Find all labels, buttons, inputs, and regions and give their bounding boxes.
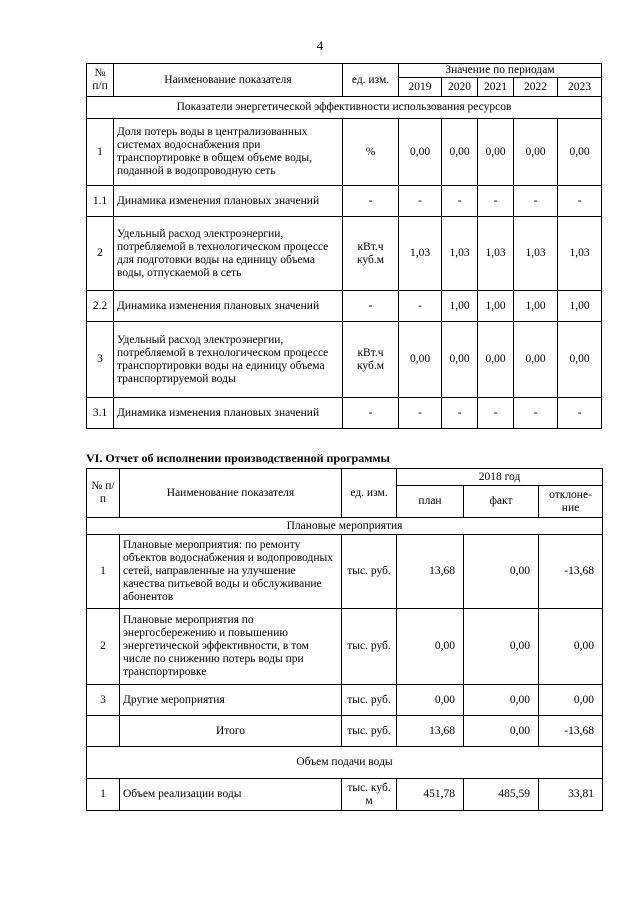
row-deviation: -13,68 (539, 535, 603, 609)
row-value: - (399, 291, 442, 322)
col-header-year: 2021 (478, 78, 514, 97)
energy-efficiency-table (86, 63, 602, 429)
col-header-num: № п/п (87, 469, 120, 518)
row-name: Динамика изменения плановых значений (114, 186, 343, 217)
section-heading: VI. Отчет об исполнении производственной программы (86, 451, 390, 465)
row-value: - (399, 186, 442, 217)
row-unit: кВт.ч куб.м (343, 322, 399, 398)
row-name: Удельный расход электроэнергии, потребляемой в технологическом процессе для подготовки воды на единицу объема воды, отпускаемой в сеть (114, 217, 343, 291)
row-num: 3 (87, 322, 114, 398)
row-value: 0,00 (558, 119, 602, 186)
section-row: Плановые мероприятия (87, 518, 603, 535)
row-value: 0,00 (399, 322, 442, 398)
row-value: - (442, 398, 478, 429)
row-value: 1,00 (514, 291, 558, 322)
row-unit: тыс. руб. (342, 716, 397, 747)
col-header-num: № п/п (87, 64, 114, 97)
col-header-year: 2022 (514, 78, 558, 97)
col-header-unit: ед. изм. (342, 469, 397, 518)
row-name: Объем реализации воды (120, 779, 342, 811)
row-deviation: 0,00 (539, 685, 603, 716)
row-value: - (558, 186, 602, 217)
table-row (87, 535, 603, 609)
row-value: - (478, 186, 514, 217)
row-plan: 0,00 (397, 609, 464, 685)
col-header-year: 2020 (442, 78, 478, 97)
table-row (87, 119, 602, 186)
row-value: 0,00 (478, 322, 514, 398)
table-row (87, 322, 602, 398)
row-name: Плановые мероприятия по энергосбережению и повышению энергетической эффективности, в том числе по снижению потерь воды при транспортировке (120, 609, 342, 685)
row-value: - (514, 398, 558, 429)
row-fact: 0,00 (464, 716, 539, 747)
row-value: 1,00 (478, 291, 514, 322)
row-value: 0,00 (558, 322, 602, 398)
col-header-fact: факт (464, 486, 539, 518)
row-value: 1,03 (558, 217, 602, 291)
row-value: 0,00 (442, 119, 478, 186)
row-unit: тыс. руб. (342, 685, 397, 716)
col-header-plan: план (397, 486, 464, 518)
row-unit: - (343, 398, 399, 429)
col-header-periods: Значение по периодам (399, 64, 602, 78)
page-number: 4 (316, 38, 324, 53)
row-value: 0,00 (399, 119, 442, 186)
row-num: 2.2 (87, 291, 114, 322)
section-row: Объем подачи воды (87, 747, 603, 779)
row-name: Доля потерь воды в централизованных системах водоснабжения при транспортировке в общем объеме воды, поданной в водопроводную сеть (114, 119, 343, 186)
row-num: 1 (87, 779, 120, 811)
row-value: 1,00 (442, 291, 478, 322)
col-header-deviation: отклоне-ние (539, 486, 603, 518)
row-value: 1,00 (558, 291, 602, 322)
row-num: 1.1 (87, 186, 114, 217)
table-row (87, 609, 603, 685)
row-value: - (399, 398, 442, 429)
row-fact: 0,00 (464, 685, 539, 716)
table-row (87, 291, 602, 322)
row-value: - (558, 398, 602, 429)
table-row (87, 685, 603, 716)
col-header-year: 2018 год (397, 469, 603, 486)
row-unit: тыс. руб. (342, 609, 397, 685)
row-fact: 0,00 (464, 609, 539, 685)
row-value: - (442, 186, 478, 217)
row-value: 1,03 (514, 217, 558, 291)
total-row (87, 716, 603, 747)
row-value: 1,03 (399, 217, 442, 291)
col-header-unit: ед. изм. (343, 64, 399, 97)
row-unit: тыс. руб. (342, 535, 397, 609)
row-value: 0,00 (514, 322, 558, 398)
col-header-year: 2023 (558, 78, 602, 97)
row-unit: - (343, 291, 399, 322)
col-header-name: Наименование показателя (114, 64, 343, 97)
row-plan: 13,68 (397, 716, 464, 747)
col-header-year: 2019 (399, 78, 442, 97)
row-num: 3.1 (87, 398, 114, 429)
row-name: Плановые мероприятия: по ремонту объектов водоснабжения и водопроводных сетей, направленные на улучшение качества питьевой воды и обслуживание абонентов (120, 535, 342, 609)
row-num: 1 (87, 119, 114, 186)
table-row (87, 186, 602, 217)
row-num: 3 (87, 685, 120, 716)
row-num: 2 (87, 609, 120, 685)
row-value: - (478, 398, 514, 429)
total-label: Итого (120, 716, 342, 747)
row-value: 0,00 (442, 322, 478, 398)
section-row: Показатели энергетической эффективности использования ресурсов (87, 97, 602, 119)
row-unit: % (343, 119, 399, 186)
row-num (87, 716, 120, 747)
row-unit: тыс. куб. м (342, 779, 397, 811)
table-row (87, 398, 602, 429)
row-name: Динамика изменения плановых значений (114, 291, 343, 322)
row-num: 2 (87, 217, 114, 291)
row-num: 1 (87, 535, 120, 609)
row-deviation: 33,81 (539, 779, 603, 811)
row-value: 1,03 (478, 217, 514, 291)
row-value: 0,00 (514, 119, 558, 186)
row-deviation: 0,00 (539, 609, 603, 685)
row-value: 1,03 (442, 217, 478, 291)
row-value: 0,00 (478, 119, 514, 186)
row-plan: 0,00 (397, 685, 464, 716)
production-program-table (86, 468, 603, 811)
table-row (87, 217, 602, 291)
row-unit: кВт.ч куб.м (343, 217, 399, 291)
row-unit: - (343, 186, 399, 217)
row-deviation: -13,68 (539, 716, 603, 747)
row-fact: 485,59 (464, 779, 539, 811)
row-fact: 0,00 (464, 535, 539, 609)
table-row (87, 779, 603, 811)
row-name: Удельный расход электроэнергии, потребляемой в технологическом процессе транспортировки воды на единицу объема транспортируемой воды (114, 322, 343, 398)
row-plan: 451,78 (397, 779, 464, 811)
row-plan: 13,68 (397, 535, 464, 609)
row-name: Динамика изменения плановых значений (114, 398, 343, 429)
row-value: - (514, 186, 558, 217)
col-header-name: Наименование показателя (120, 469, 342, 518)
row-name: Другие мероприятия (120, 685, 342, 716)
